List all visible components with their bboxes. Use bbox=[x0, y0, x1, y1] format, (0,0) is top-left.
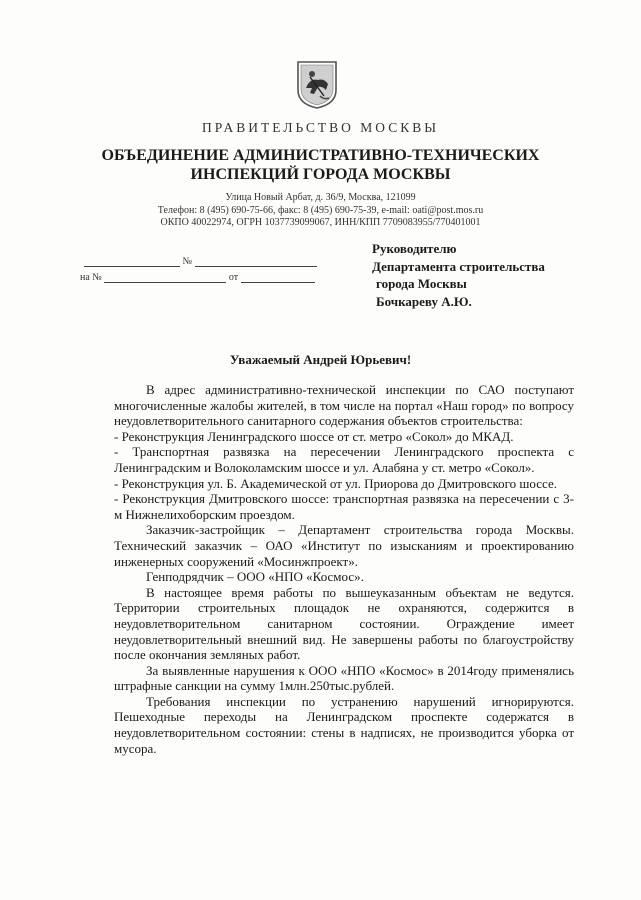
body-paragraph: В адрес административно-технической инспекции по САО поступают многочисленные жалобы жителей, в том числе на портал «Наш город» по вопросу неудовлетворительного санитарного содержания объектов строительства: bbox=[114, 382, 574, 429]
address-line: Улица Новый Арбат, д. 36/9, Москва, 121099 bbox=[225, 192, 416, 203]
codes-line: ОКПО 40022974, ОГРН 1037739099067, ИНН/КПП 7709083955/770401001 bbox=[160, 217, 481, 228]
body-paragraph: Генподрядчик – ООО «НПО «Космос». bbox=[146, 569, 364, 585]
reference-label: на № bbox=[80, 272, 102, 283]
organization-title-line: ИНСПЕКЦИЙ ГОРОДА МОСКВЫ bbox=[190, 166, 451, 183]
from-date-line bbox=[241, 272, 315, 283]
from-label: от bbox=[228, 272, 239, 283]
addressee-line: Департамента строительства bbox=[372, 258, 545, 274]
phone-line: Телефон: 8 (495) 690-75-66, факс: 8 (495) 690-75-39, e-mail: oati@post.mos.ru bbox=[157, 204, 484, 216]
number-line bbox=[195, 256, 317, 267]
date-line bbox=[84, 256, 180, 267]
body-paragraph: В настоящее время работы по вышеуказанным объектам не ведутся. Территории строительных площадок не охраняются, содержится в неудовлетворительном санитарном состоянии. Ограждение имеет неудовлетворительный внешний вид. Не завершены работы по благоустройству после окончания земляных работ. bbox=[114, 584, 574, 663]
body-paragraph: - Транспортная развязка на пересечении Ленинградского проспекта с Ленинградским и Волоколамским шоссе и ул. Алабяна у ст. метро «Сокол». bbox=[114, 444, 574, 475]
body-paragraph: Требования инспекции по устранению нарушений игнорируются. Пешеходные переходы на Ленинградском проспекте содержатся в неудовлетворительном состоянии: стены в надписях, не производится уборка от мусора. bbox=[114, 693, 574, 756]
body-paragraph: - Реконструкция Ленинградского шоссе от ст. метро «Сокол» до МКАД. bbox=[114, 428, 514, 444]
number-sign: № bbox=[182, 256, 193, 267]
contact-block bbox=[0, 192, 641, 230]
body-paragraph: - Реконструкция Дмитровского шоссе: транспортная развязка на пересечении с 3-м Нижнелихоборским проездом. bbox=[114, 491, 574, 522]
organization-title-line: ОБЪЕДИНЕНИЕ АДМИНИСТРАТИВНО-ТЕХНИЧЕСКИХ bbox=[101, 147, 540, 164]
addressee-line: Бочкареву А.Ю. bbox=[376, 293, 472, 309]
body-paragraph: - Реконструкция ул. Б. Академической от ул. Приорова до Дмитровского шоссе. bbox=[114, 475, 557, 491]
outgoing-number-field bbox=[84, 256, 317, 267]
reference-number-field bbox=[80, 272, 315, 283]
addressee-line: города Москвы bbox=[376, 276, 467, 291]
reference-line bbox=[104, 272, 226, 283]
addressee-line: Руководителю bbox=[372, 241, 457, 256]
salutation: Уважаемый Андрей Юрьевич! bbox=[229, 352, 412, 367]
government-title: ПРАВИТЕЛЬСТВО МОСКВЫ bbox=[201, 120, 439, 135]
organization-title bbox=[0, 146, 641, 184]
body-paragraph: За выявленные нарушения к ООО «НПО «Космос» в 2014году применялись штрафные санкции на сумму 1млн.250тыс.рублей. bbox=[114, 662, 574, 694]
addressee-block bbox=[372, 240, 545, 310]
body-paragraph: Заказчик-застройщик – Департамент строительства города Москвы. Технический заказчик – ОАО «Институт по изысканиям и проектированию инженерных сооружений «Мосинжпроект». bbox=[114, 522, 574, 569]
letter-body bbox=[114, 382, 574, 756]
moscow-coat-of-arms-icon bbox=[296, 60, 338, 110]
